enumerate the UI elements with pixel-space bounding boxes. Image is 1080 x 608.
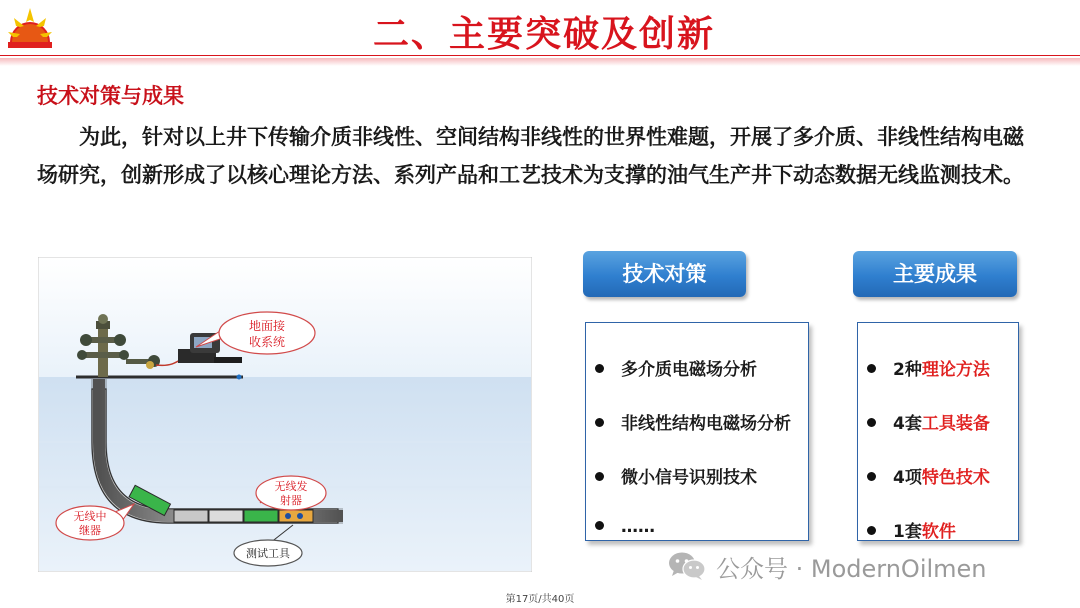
measures-box [585,322,809,541]
list-item: 4项特色技术 [867,463,990,488]
header-gradient-divider [0,58,1080,66]
list-item: 2种理论方法 [867,355,990,380]
callout-transmitter-line1: 无线发 [274,480,308,493]
bullet-icon [595,364,604,373]
measures-header: 技术对策 [583,251,746,297]
results-header: 主要成果 [853,251,1017,297]
bullet-icon [595,472,604,481]
list-item: 微小信号识别技术 [595,463,757,488]
callout-surface-line2: 收系统 [248,335,286,349]
list-item: …… [595,517,655,537]
results-box [857,322,1019,541]
watermark-text: 公众号 · ModernOilmen [716,554,987,583]
bullet-icon [867,364,876,373]
intro-paragraph: 为此，针对以上井下传输介质非线性、空间结构非线性的世界性难题，开展了多介质、非线性结构电磁场研究，创新形成了以核心理论方法、系列产品和工艺技术为支撑的油气生产井下动态数据无线监测技术。 [37,125,1024,187]
callout-transmitter-line2: 射器 [280,494,302,507]
test-tool-label-text: 测试工具 [246,547,290,560]
callout-surface-line1: 地面接 [248,319,286,333]
watermark [668,548,987,584]
wechat-icon [668,551,706,581]
list-item: 多介质电磁场分析 [595,355,757,380]
list-item: 1套软件 [867,517,956,542]
callout-relay-line1: 无线中 [73,510,107,523]
bullet-icon [867,526,876,535]
callout-relay-line2: 继器 [79,524,101,537]
section-title: 技术对策与成果 [37,84,184,108]
downhole-wireless-diagram [38,257,532,572]
bullet-icon [867,472,876,481]
callout-transmitter [256,476,326,510]
page-number: 第17页/共40页 [505,594,575,605]
list-item: 4套工具装备 [867,409,990,434]
header-divider [0,55,1080,56]
bullet-icon [595,521,604,530]
slide-title: 二、主要突破及创新 [372,14,715,55]
bullet-icon [867,418,876,427]
list-item: 非线性结构电磁场分析 [595,409,791,434]
bullet-icon [595,418,604,427]
